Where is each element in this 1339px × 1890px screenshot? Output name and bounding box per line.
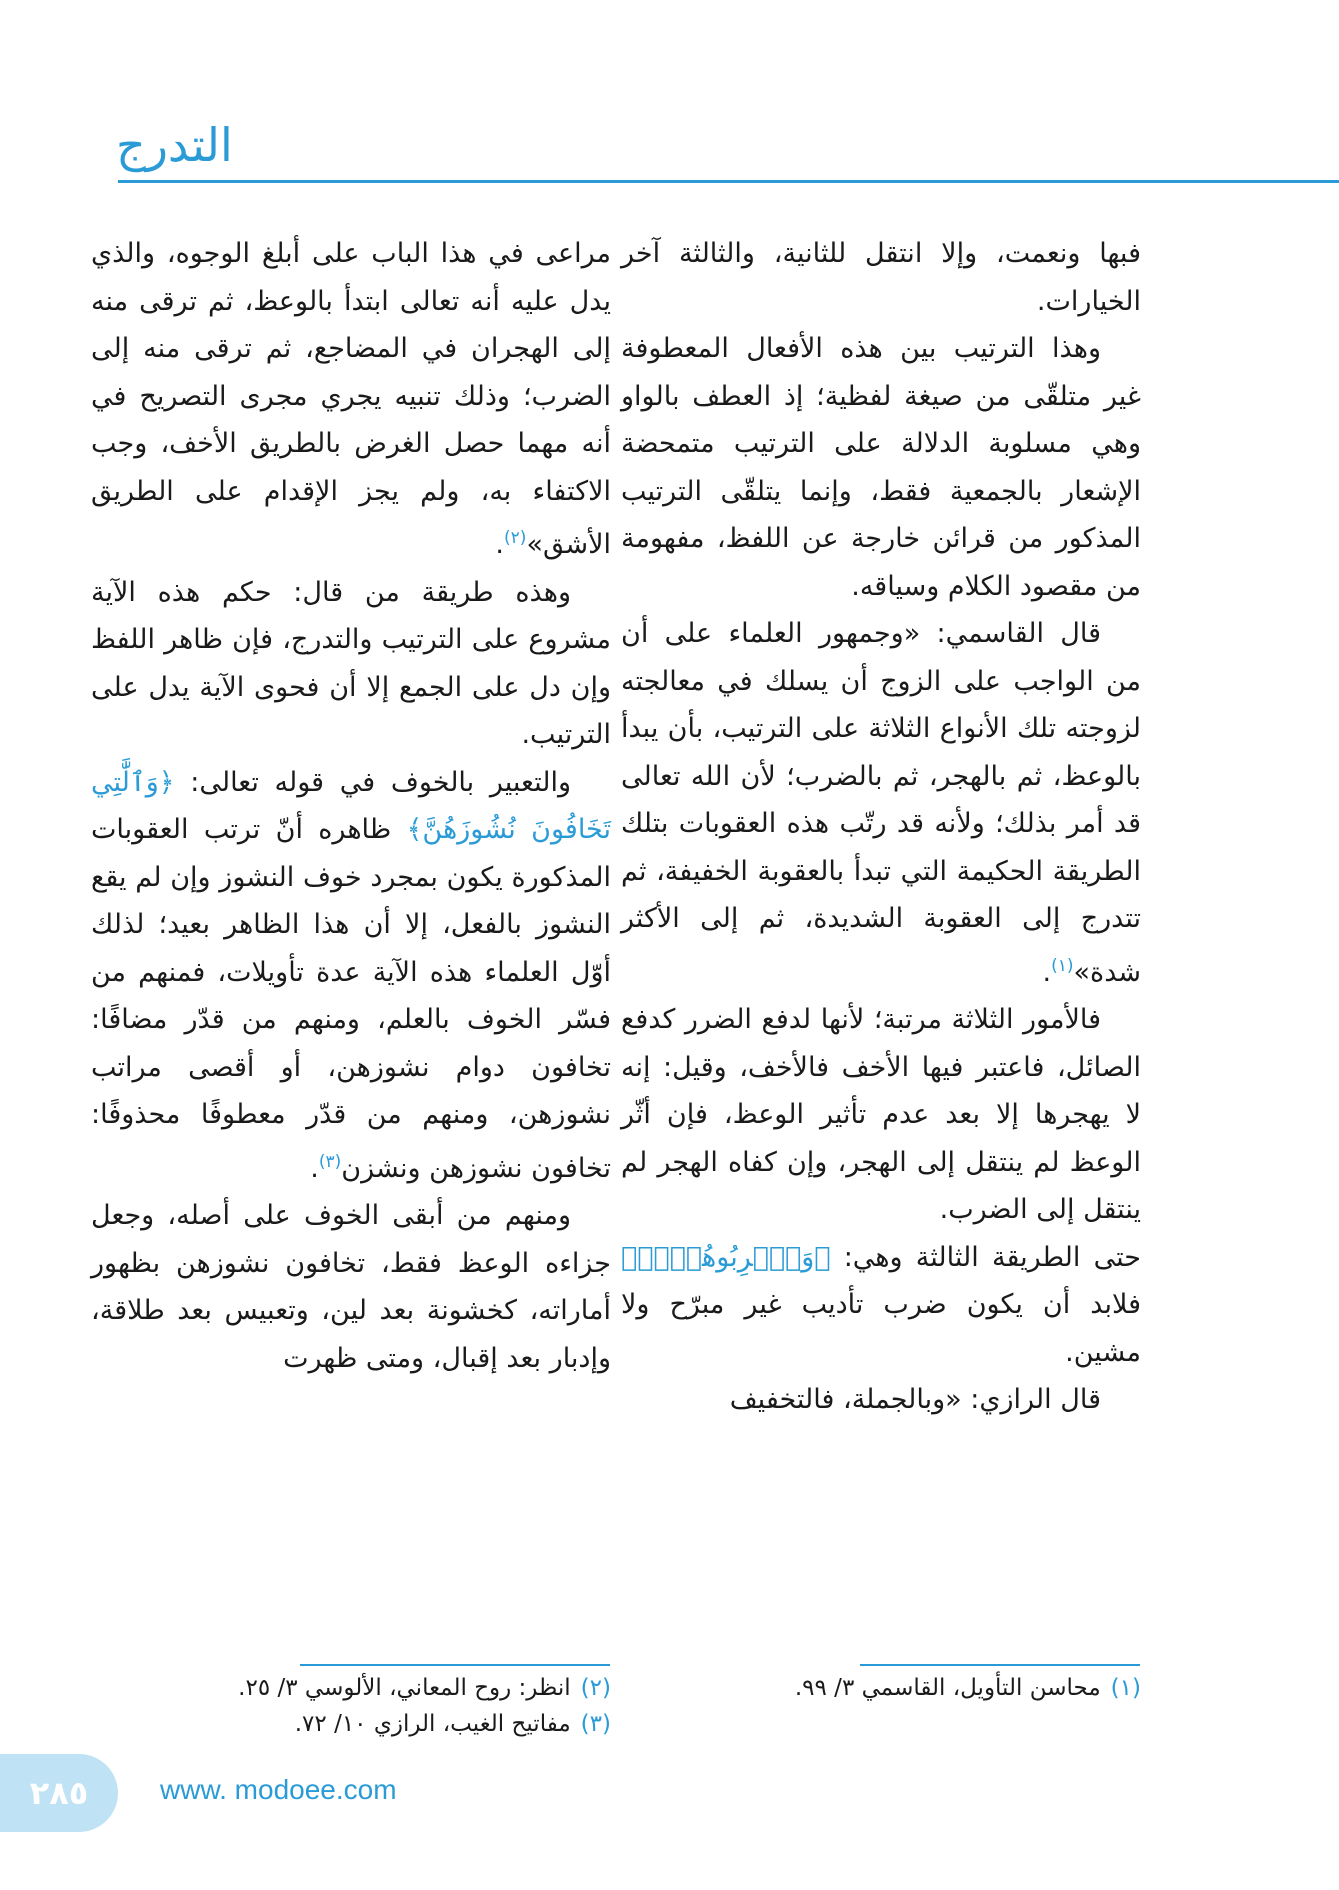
website-link[interactable]: www. modoee.com	[160, 1774, 397, 1805]
footnote-ref[interactable]: (٣)	[318, 1151, 342, 1172]
footnote-ref[interactable]: (٢)	[504, 528, 527, 548]
paragraph: فبها ونعمت، وإلا انتقل للثانية، والثالثة آخر الخيارات.	[621, 238, 1141, 317]
header-divider	[118, 180, 1339, 183]
paragraph: وهذا الترتيب بين هذه الأفعال المعطوفة غير متلقّى من صيغة لفظية؛ إذ العطف بالواو وهي مسلوبة الدلالة على الترتيب متمحضة الإشعار بالجمعية فقط، وإنما يتلقّى الترتيب المذكور من قرائن خارجة عن اللفظ، مفهومة من مقصود الكلام وسياقه.	[621, 333, 1141, 602]
text-column-left	[91, 230, 611, 1382]
footnote-number: (٣)	[580, 1711, 611, 1737]
paragraph: فالأمور الثلاثة مرتبة؛ لأنها لدفع الضرر كدفع الصائل، فاعتبر فيها الأخف فالأخف، وقيل: إنه لا يهجرها إلا بعد عدم تأثير الوعظ، فإن أثّر الوعظ لم ينتقل إلى الهجر، وإن كفاه الهجر لم ينتقل إلى الضرب.	[621, 1004, 1141, 1225]
paragraph: حتى الطريقة الثالثة وهي: ﴿وَٱضۡرِبُوهُنَّۖ﴾ فلابد أن يكون ضرب تأديب غير مبرّح ولا مشين.	[621, 1241, 1141, 1368]
footnote-number: (١)	[1110, 1675, 1141, 1701]
paragraph: مراعى في هذا الباب على أبلغ الوجوه، والذي يدل عليه أنه تعالى ابتدأ بالوعظ، ثم ترقى منه إلى الهجران في المضاجع، ثم ترقى منه إلى الضرب؛ وذلك تنبيه يجري مجرى التصريح في أنه مهما حصل الغرض بالطريق الأخف، وجب الاكتفاء به، ولم يجز الإقدام على الطريق الأشق»$^{(٢)}$.	[91, 238, 611, 560]
footnote-divider	[860, 1664, 1140, 1666]
footnote-divider	[300, 1664, 610, 1666]
footnote-ref[interactable]: (١)	[1051, 955, 1074, 976]
footnote-number: (٢)	[580, 1675, 611, 1701]
paragraph: ومنهم من أبقى الخوف على أصله، وجعل جزاءه الوعظ فقط، تخافون نشوزهن بظهور أماراته، كخشونة بعد لين، وتعبيس بعد طلاقة، وإدبار بعد إقبال، ومتى ظهرت	[91, 1200, 611, 1374]
quran-verse: ﴿وَٱضۡرِبُوهُنَّۖ﴾	[621, 1241, 831, 1273]
page-title: التدرج	[116, 118, 233, 172]
footnotes-left	[91, 1670, 611, 1742]
paragraph: قال القاسمي: «وجمهور العلماء على أن من الواجب على الزوج أن يسلك في معالجته لزوجته تلك الأنواع الثلاثة على الترتيب، بأن يبدأ بالوعظ، ثم بالهجر، ثم بالضرب؛ لأن الله تعالى قد أمر بذلك؛ ولأنه قد رتّب هذه العقوبات بتلك الطريقة الحكيمة التي تبدأ بالعقوبة الخفيفة، ثم تتدرج إلى العقوبة الشديدة، ثم إلى الأكثر شدة»$^{(١)}$.	[621, 618, 1141, 988]
footnote: (٣)مفاتيح الغيب، الرازي ١٠/ ٧٢.	[294, 1711, 611, 1737]
footnotes-right	[621, 1670, 1141, 1706]
text-column-right	[621, 230, 1141, 1424]
paragraph: قال الرازي: «وبالجملة، فالتخفيف	[729, 1384, 1101, 1415]
paragraph: والتعبير بالخوف في قوله تعالى: ﴿وَٱلَّٰتِي تَخَافُونَ نُشُوزَهُنَّ﴾ ظاهره أنّ ترتب العقوبات المذكورة يكون بمجرد خوف النشوز وإن لم يقع النشوز بالفعل، إلا أن هذا الظاهر بعيد؛ لذلك أوّل العلماء هذه الآية عدة تأويلات، فمنهم من فسّر الخوف بالعلم، ومنهم من قدّر مضافًا: تخافون دوام نشوزهن، أو أقصى مراتب نشوزهن، ومنهم من قدّر معطوفًا محذوفًا: تخافون نشوزهن ونشزن$^{(٣)}$.	[91, 766, 611, 1184]
quran-verse: ﴿وَٱلَّٰتِي تَخَافُونَ نُشُوزَهُنَّ﴾	[91, 766, 611, 845]
paragraph: وهذه طريقة من قال: حكم هذه الآية مشروع على الترتيب والتدرج، فإن ظاهر اللفظ وإن دل على الجمع إلا أن فحوى الآية يدل على الترتيب.	[91, 576, 611, 750]
page-number: ٢٨٥	[0, 1754, 118, 1832]
footnote: (٢)انظر: روح المعاني، الألوسي ٣/ ٢٥.	[238, 1675, 611, 1701]
footnote: (١)محاسن التأويل، القاسمي ٣/ ٩٩.	[794, 1675, 1141, 1701]
